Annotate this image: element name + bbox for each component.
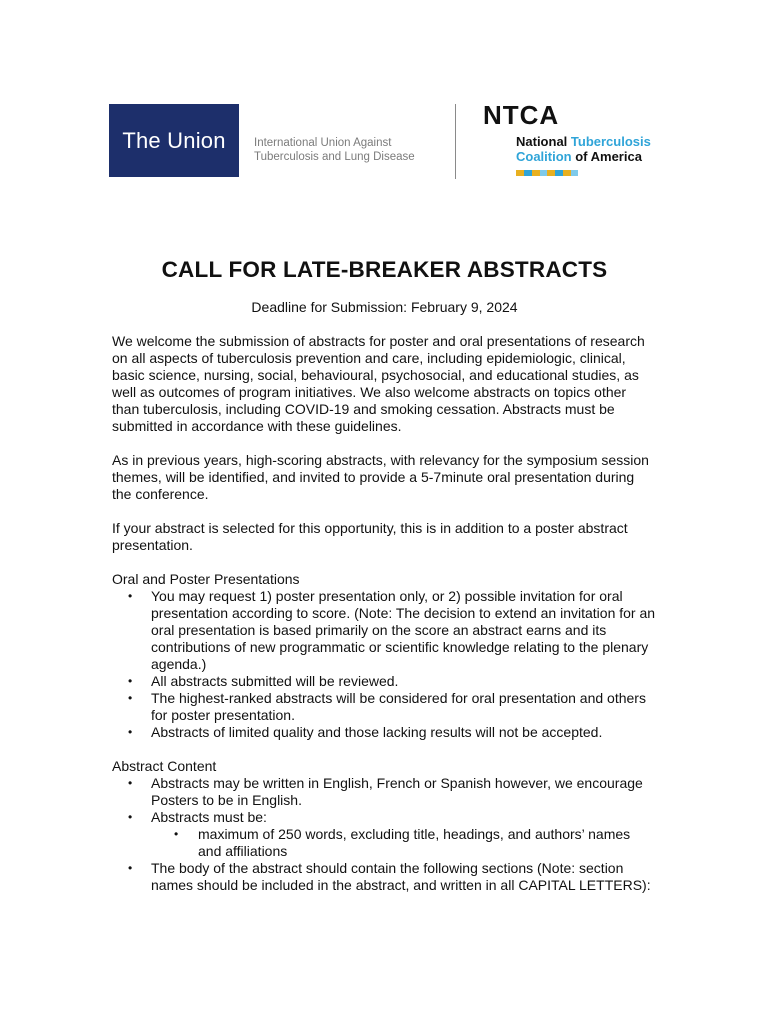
oral-poster-list — [112, 588, 657, 741]
oral-poster-heading: Oral and Poster Presentations — [112, 571, 300, 587]
ntca-full-name — [516, 134, 651, 164]
abstract-requirements-sublist — [151, 826, 657, 860]
list-item — [112, 809, 657, 860]
ntca-logo: NTCA — [483, 100, 560, 130]
list-item-text: Abstracts must be: — [151, 809, 267, 825]
the-union-logo — [109, 104, 239, 177]
list-item: • Abstracts may be written in English, French or Spanish however, we encourage Posters to be in English. — [112, 775, 657, 809]
oral-selection-paragraph: As in previous years, high-scoring abstracts, with relevancy for the symposium session themes, will be identified, and invited to provide a 5-7minute oral presentation during the conference. — [112, 452, 649, 502]
abstract-content-heading: Abstract Content — [112, 758, 217, 774]
document-title: CALL FOR LATE-BREAKER ABSTRACTS — [161, 257, 608, 282]
logo-divider — [455, 104, 456, 179]
ntca-color-stripe — [516, 170, 578, 176]
list-item: • The body of the abstract should contain the following sections (Note: section names should be included in the abstract, and written in all CAPITAL LETTERS): — [112, 860, 657, 894]
submission-deadline: Deadline for Submission: February 9, 2024 — [251, 299, 518, 315]
union-description — [254, 136, 444, 164]
ntca-name-part: of America — [575, 149, 642, 164]
list-item: • The highest-ranked abstracts will be considered for oral presentation and others for poster presentation. — [112, 690, 657, 724]
the-union-logo-text: The Union — [122, 127, 226, 153]
list-item: • All abstracts submitted will be reviewed. — [112, 673, 657, 690]
list-item: • You may request 1) poster presentation only, or 2) possible invitation for oral presentation according to score. (Note: The decision to extend an invitation for an oral presentation is based primarily on the score an abstract earns and its contributions of new programmatic or scientific knowledge relating to the plenary agenda.) — [112, 588, 657, 673]
ntca-name-part: Tuberculosis — [570, 134, 651, 149]
list-item: • Abstracts of limited quality and those lacking results will not be accepted. — [112, 724, 657, 741]
abstract-content-list — [112, 775, 657, 894]
intro-paragraph: We welcome the submission of abstracts for poster and oral presentations of research on all aspects of tuberculosis prevention and care, including epidemiologic, clinical, basic science, nursing, social, behavioural, psychosocial, and educational studies, as well as outcomes of program initiatives. We also welcome abstracts on topics other than tuberculosis, including COVID-19 and smoking cessation. Abstracts must be submitted in accordance with these guidelines. — [112, 333, 645, 434]
union-description-line: International Union Against — [254, 137, 392, 149]
document-header — [0, 0, 770, 200]
ntca-name-part: Coalition — [516, 149, 576, 164]
union-description-line: Tuberculosis and Lung Disease — [254, 151, 415, 163]
poster-addition-paragraph: If your abstract is selected for this opportunity, this is in addition to a poster abstract presentation. — [112, 520, 628, 553]
sub-list-item: • maximum of 250 words, excluding title, headings, and authors’ names and affiliations — [151, 826, 657, 860]
ntca-name-part: National — [516, 134, 571, 149]
document-body — [112, 255, 657, 894]
